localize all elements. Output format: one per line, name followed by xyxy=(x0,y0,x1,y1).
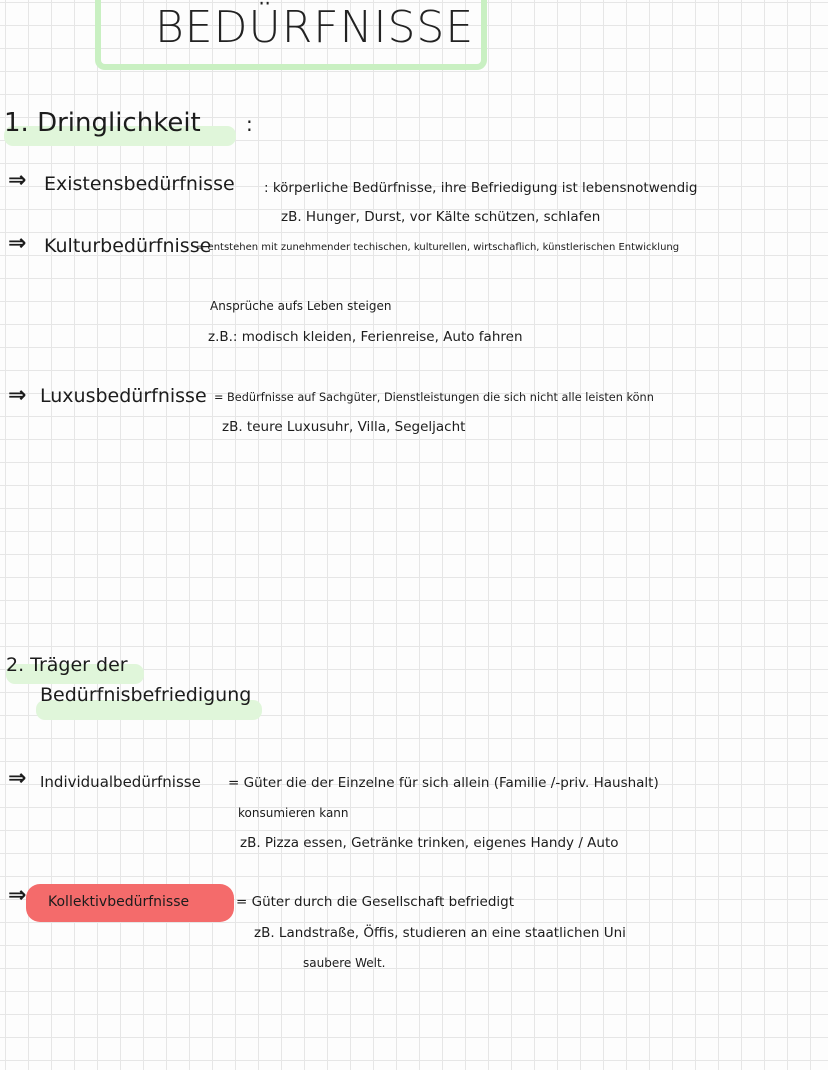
term-luxusbeduerfnisse: Luxusbedürfnisse xyxy=(40,385,207,407)
continuation-individualbeduerfnisse: konsumieren kann xyxy=(238,806,349,820)
term-kollektivbeduerfnisse: Kollektivbedürfnisse xyxy=(48,894,190,910)
term-existensbeduerfnisse: Existensbedürfnisse xyxy=(44,173,235,195)
example-individualbeduerfnisse: zB. Pizza essen, Getränke trinken, eigenes Handy / Auto xyxy=(240,835,619,851)
definition-individualbeduerfnisse: = Güter die der Einzelne für sich allein (Familie /-priv. Haushalt) xyxy=(228,775,659,791)
page-title: BEDÜRFNISSE xyxy=(155,2,475,53)
arrow-icon: ⇒ xyxy=(8,766,27,791)
section1-colon: : xyxy=(246,112,253,136)
definition-kollektivbeduerfnisse: = Güter durch die Gesellschaft befriedigt xyxy=(236,894,515,910)
section2-heading-line1: 2. Träger der xyxy=(6,654,128,676)
term-individualbeduerfnisse: Individualbedürfnisse xyxy=(40,773,201,791)
term-kulturbeduerfnisse: Kulturbedürfnisse xyxy=(44,235,212,257)
section2-heading-line2: Bedürfnisbefriedigung xyxy=(40,684,252,706)
continuation-kulturbeduerfnisse: Ansprüche aufs Leben steigen xyxy=(210,299,392,313)
arrow-icon: ⇒ xyxy=(8,383,27,408)
definition-existensbeduerfnisse: : körperliche Bedürfnisse, ihre Befriedigung ist lebensnotwendig xyxy=(264,180,698,196)
example-kollektivbeduerfnisse-line2: saubere Welt. xyxy=(303,956,386,970)
example-kollektivbeduerfnisse: zB. Landstraße, Öffis, studieren an eine staatlichen Uni xyxy=(254,925,626,941)
example-luxusbeduerfnisse: zB. teure Luxusuhr, Villa, Segeljacht xyxy=(222,419,466,435)
arrow-icon: ⇒ xyxy=(8,883,27,908)
section1-heading: 1. Dringlichkeit xyxy=(4,108,201,138)
definition-luxusbeduerfnisse: = Bedürfnisse auf Sachgüter, Dienstleistungen die sich nicht alle leisten könn xyxy=(214,391,654,404)
arrow-icon: ⇒ xyxy=(8,231,27,256)
arrow-icon: ⇒ xyxy=(8,168,27,193)
example-existensbeduerfnisse: zB. Hunger, Durst, vor Kälte schützen, schlafen xyxy=(281,209,601,225)
example-kulturbeduerfnisse: z.B.: modisch kleiden, Ferienreise, Auto fahren xyxy=(208,329,523,345)
definition-kulturbeduerfnisse: = entstehen mit zunehmender techischen, kulturellen, wirtschaflich, künstlerischen Entwicklung xyxy=(196,242,680,253)
